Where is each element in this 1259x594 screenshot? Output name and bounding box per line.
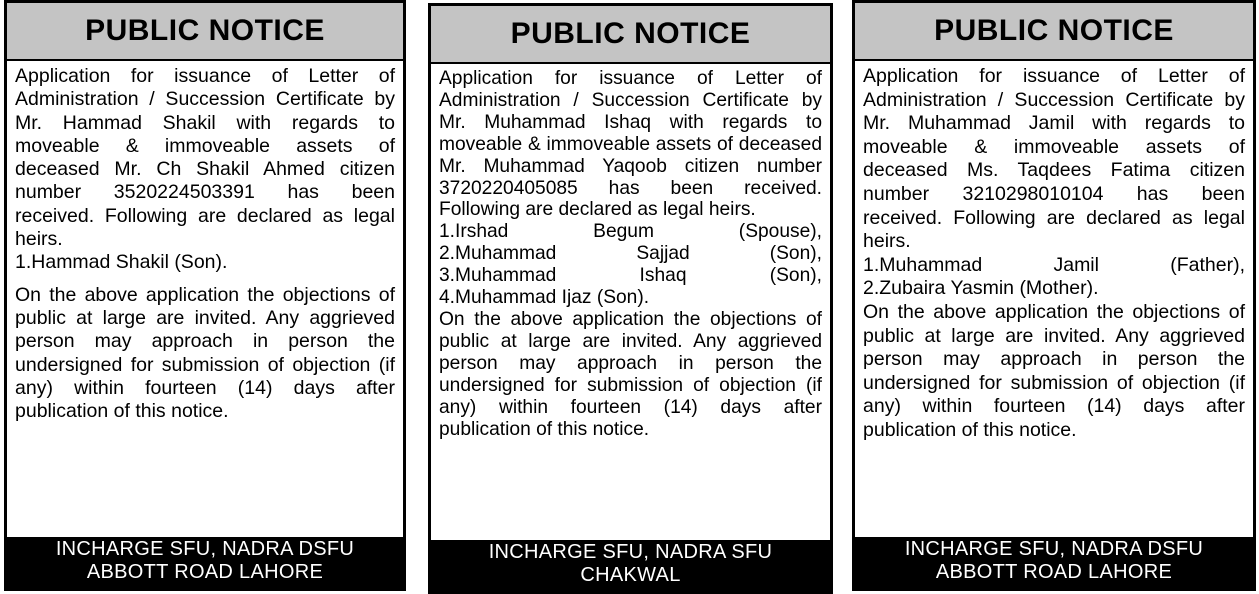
- notice-footer: [7, 537, 403, 588]
- notice-footer: [855, 537, 1253, 588]
- application-paragraph: Application for issuance of Letter of Administration / Succession Certificate by Mr. Muhammad Jamil with regards to moveable & immoveable assets of deceased Ms. Taqdees Fatima citizen number 3210298010104 has been received. Following are declared as legal heirs.: [863, 65, 1245, 253]
- public-notice-1: [4, 0, 406, 591]
- objection-paragraph: On the above application the objections of public at large are invited. Any aggrieved person may approach in person the undersigned for submission of objection (if any) within fourteen (14) days after publication of this notice.: [863, 300, 1245, 441]
- notice-body: [7, 61, 403, 537]
- legal-heir-item: 2.Zubaira Yasmin (Mother).: [863, 277, 1099, 300]
- notice-footer: [431, 540, 830, 591]
- notice-title: PUBLIC NOTICE: [85, 14, 325, 47]
- legal-heirs-list: [15, 251, 395, 274]
- legal-heir-item: 3.Muhammad Ishaq (Son),: [439, 265, 822, 287]
- legal-heir-item: 1.Irshad Begum (Spouse),: [439, 221, 822, 243]
- notice-body: [431, 64, 830, 540]
- footer-office: INCHARGE SFU, NADRA DSFU: [55, 538, 355, 560]
- public-notice-3: [852, 0, 1256, 591]
- application-paragraph: Application for issuance of Letter of Administration / Succession Certificate by Mr. Hammad Shakil with regards to moveable & immoveable assets of deceased Mr. Ch Shakil Ahmed citizen number 3520224503391 has been received. Following are declared as legal heirs.: [15, 65, 395, 251]
- footer-office: INCHARGE SFU, NADRA SFU: [488, 541, 773, 563]
- notice-title-bar: [855, 3, 1253, 61]
- footer-location: ABBOTT ROAD LAHORE: [935, 561, 1173, 583]
- notice-title-bar: [431, 6, 830, 64]
- public-notice-2: [428, 3, 833, 594]
- footer-location: CHAKWAL: [580, 564, 681, 586]
- notice-title: PUBLIC NOTICE: [934, 14, 1174, 47]
- notice-title-bar: [7, 3, 403, 61]
- footer-location: ABBOTT ROAD LAHORE: [86, 561, 324, 583]
- legal-heir-item: 2.Muhammad Sajjad (Son),: [439, 243, 822, 265]
- legal-heir-item: 4.Muhammad Ijaz (Son).: [439, 287, 650, 309]
- legal-heirs-list: [439, 221, 822, 309]
- notice-title: PUBLIC NOTICE: [510, 17, 751, 50]
- objection-paragraph: On the above application the objections of public at large are invited. Any aggrieved person may approach in person the undersigned for submission of objection (if any) within fourteen (14) days after publication of this notice.: [439, 308, 822, 440]
- legal-heir-item: 1.Hammad Shakil (Son).: [15, 251, 228, 274]
- notice-body: [855, 61, 1253, 537]
- legal-heir-item: 1.Muhammad Jamil (Father),: [863, 253, 1245, 276]
- legal-heirs-list: [863, 254, 1245, 301]
- objection-paragraph: On the above application the objections of public at large are invited. Any aggrieved person may approach in person the undersigned for submission of objection (if any) within fourteen (14) days after publication of this notice.: [15, 283, 395, 423]
- footer-office: INCHARGE SFU, NADRA DSFU: [904, 538, 1204, 560]
- application-paragraph: Application for issuance of Letter of Administration / Succession Certificate by Mr. Muhammad Ishaq with regards to moveable & immoveable assets of deceased Mr. Muhammad Yaqoob citizen number 3720220405085 has been received. Following are declared as legal heirs.: [439, 68, 822, 221]
